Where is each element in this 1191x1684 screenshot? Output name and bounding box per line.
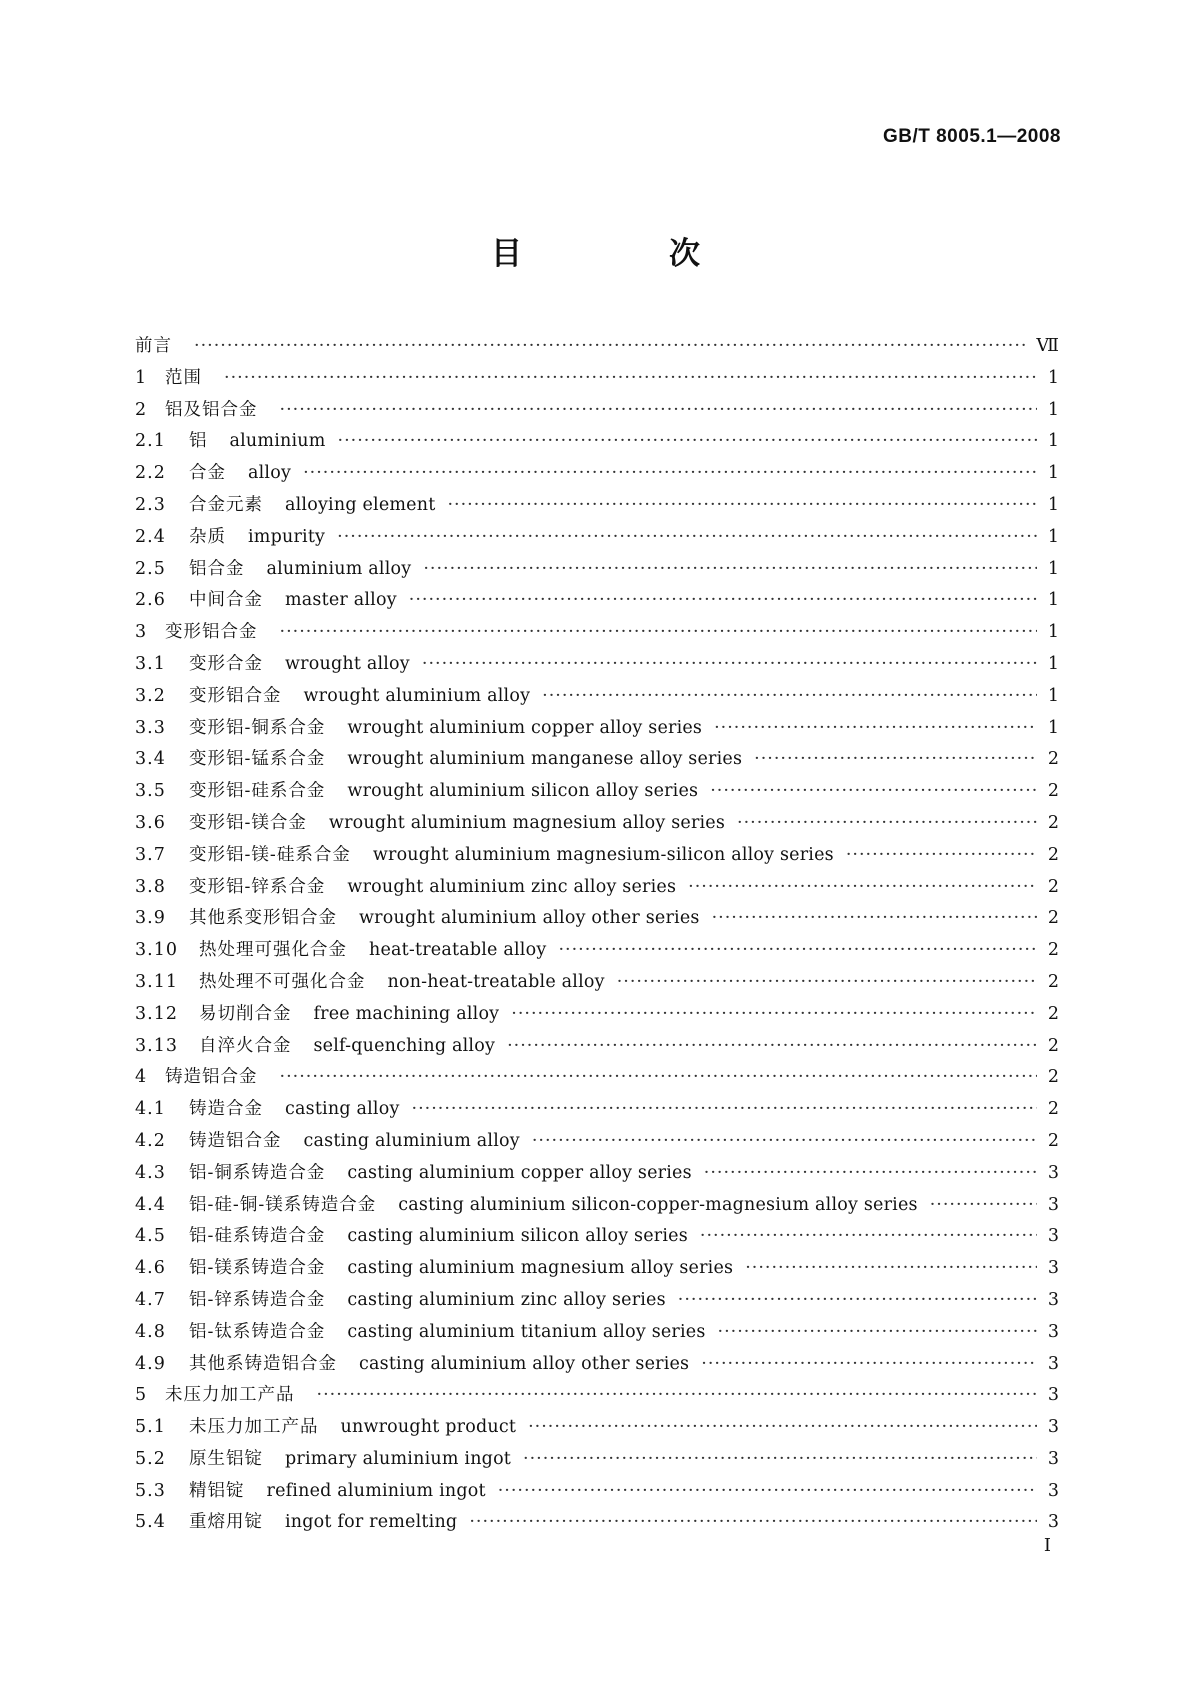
toc-entry[interactable] (135, 458, 1059, 490)
toc-entry-title-en: casting aluminium magnesium alloy series (347, 1258, 734, 1279)
page-title: 目 次 (491, 236, 758, 272)
toc-entry-title-zh: 铝-铜系铸造合金 (189, 1162, 326, 1183)
toc-entry-title-en: casting aluminium zinc alloy series (347, 1289, 666, 1310)
toc-entry[interactable] (135, 903, 1059, 935)
toc-entry-title-en: wrought aluminium manganese alloy series (347, 749, 743, 770)
toc-entry-number: 3.8 (135, 876, 166, 897)
toc-entry-page: 1 (1047, 494, 1059, 515)
toc-entry-page: 3 (1047, 1289, 1059, 1310)
toc-entry-title-en: aluminium alloy (266, 558, 412, 579)
toc-entry-page: 2 (1047, 812, 1059, 833)
toc-entry-title-zh: 杂质 (189, 526, 226, 547)
toc-entry-page: 2 (1047, 1099, 1059, 1120)
toc-dot-leader (317, 1380, 1038, 1412)
toc-entry-title-zh: 重熔用锭 (189, 1512, 263, 1533)
toc-entry-page: 2 (1047, 781, 1059, 802)
toc-entry-title-zh: 其他系铸造铝合金 (189, 1353, 337, 1374)
toc-entry-title-zh: 其他系变形铝合金 (189, 908, 337, 929)
toc-dot-leader (447, 490, 1037, 522)
toc-entry-number: 4.4 (135, 1194, 166, 1215)
toc-entry-number: 5.4 (135, 1512, 166, 1533)
toc-dot-leader (558, 935, 1037, 967)
toc-entry-page: 2 (1047, 1130, 1059, 1151)
toc-dot-leader (704, 1158, 1037, 1190)
toc-entry-number: 3.9 (135, 908, 166, 929)
toc-dot-leader (469, 1507, 1037, 1539)
toc-entry-page: 1 (1047, 558, 1059, 579)
toc-entry-title-zh: 热处理不可强化合金 (199, 971, 366, 992)
toc-entry-number: 3 (135, 622, 148, 643)
toc-dot-leader (718, 1317, 1037, 1349)
toc-entry-number: 4.5 (135, 1226, 166, 1247)
toc-entry[interactable] (135, 1190, 1059, 1222)
toc-dot-leader (754, 744, 1037, 776)
toc-entry-number: 3.6 (135, 812, 166, 833)
toc-entry-page: 2 (1047, 908, 1059, 929)
toc-entry-number: 3.5 (135, 781, 166, 802)
toc-dot-leader (930, 1190, 1037, 1222)
toc-entry-number: 3.3 (135, 717, 166, 738)
toc-entry-number: 4.8 (135, 1321, 166, 1342)
toc-entry-number: 5.3 (135, 1480, 166, 1501)
toc-entry-number: 4.6 (135, 1258, 166, 1279)
toc-entry-page: 1 (1047, 431, 1059, 452)
toc-entry-number: 3.7 (135, 844, 166, 865)
toc-entry[interactable] (135, 872, 1059, 904)
toc-entry[interactable] (135, 713, 1059, 745)
toc-dot-leader (701, 1349, 1037, 1381)
toc-entry-title-en: wrought alloy (285, 653, 410, 674)
toc-entry-page: 2 (1047, 1035, 1059, 1056)
toc-entry[interactable] (135, 1380, 1059, 1412)
toc-entry-number: 2.6 (135, 590, 166, 611)
toc-entry[interactable] (135, 1126, 1059, 1158)
toc-entry[interactable] (135, 744, 1059, 776)
toc-entry-title-zh: 前言 (135, 336, 172, 356)
toc-entry-title-en: casting aluminium silicon alloy series (347, 1226, 688, 1247)
toc-entry[interactable] (135, 617, 1059, 649)
toc-entry-title-zh: 变形铝-硅系合金 (189, 781, 326, 802)
toc-entry-title-en: wrought aluminium magnesium alloy series (328, 812, 726, 833)
toc-entry-number: 2 (135, 399, 148, 420)
toc-entry-title-zh: 变形铝合金 (165, 622, 258, 643)
toc-entry-page: 2 (1047, 844, 1059, 865)
toc-entry[interactable] (135, 1253, 1059, 1285)
toc-entry-title-en: alloy (248, 463, 292, 484)
toc-entry[interactable] (135, 1285, 1059, 1317)
toc-entry-number: 1 (135, 367, 148, 388)
toc-dot-leader (511, 999, 1037, 1031)
toc-entry-title-zh: 热处理可强化合金 (199, 940, 347, 961)
toc-entry-title-en: casting aluminium alloy (303, 1130, 520, 1151)
toc-entry[interactable] (135, 1158, 1059, 1190)
toc-dot-leader (846, 840, 1037, 872)
toc-dot-leader (714, 713, 1037, 745)
toc-dot-leader (745, 1253, 1037, 1285)
toc-entry-number: 3.13 (135, 1035, 178, 1056)
toc-entry-page: 1 (1047, 367, 1059, 388)
toc-entry-page: 3 (1047, 1512, 1059, 1533)
toc-entry-page: 3 (1047, 1162, 1059, 1183)
toc-entry-title-zh: 合金 (189, 463, 226, 484)
toc-dot-leader (422, 649, 1037, 681)
toc-entry-title-zh: 未压力加工产品 (165, 1385, 295, 1406)
toc-entry-number: 5.2 (135, 1448, 166, 1469)
toc-dot-leader (409, 585, 1037, 617)
toc-entry-page: 3 (1047, 1480, 1059, 1501)
toc-entry-title-en: wrought aluminium silicon alloy series (347, 781, 699, 802)
toc-entry-title-zh: 精铝锭 (189, 1480, 245, 1501)
toc-entry-title-zh: 变形铝合金 (189, 685, 282, 706)
toc-entry-title-zh: 铸造铝合金 (189, 1130, 282, 1151)
toc-entry-page: 3 (1047, 1226, 1059, 1247)
toc-entry-title-en: casting aluminium titanium alloy series (347, 1321, 706, 1342)
toc-entry-page: 1 (1047, 653, 1059, 674)
toc-entry-page: 1 (1047, 685, 1059, 706)
toc-entry-number: 3.2 (135, 685, 166, 706)
toc-entry[interactable] (135, 1412, 1059, 1444)
toc-dot-leader (412, 1094, 1037, 1126)
toc-entry-page: 3 (1047, 1194, 1059, 1215)
toc-entry-page: 3 (1047, 1321, 1059, 1342)
toc-entry-page: 2 (1047, 749, 1059, 770)
toc-entry[interactable] (135, 840, 1059, 872)
toc-entry[interactable] (135, 1062, 1059, 1094)
toc-entry-title-en: unwrought product (340, 1417, 517, 1438)
toc-entry-title-zh: 未压力加工产品 (189, 1417, 319, 1438)
toc-entry-title-en: casting aluminium alloy other series (359, 1353, 690, 1374)
toc-entry-title-zh: 变形铝-锌系合金 (189, 876, 326, 897)
toc-dot-leader (712, 903, 1037, 935)
toc-entry[interactable] (135, 331, 1059, 363)
toc-entry-title-en: master alloy (285, 590, 397, 611)
toc-entry-title-en: non-heat-treatable alloy (387, 971, 605, 992)
toc-entry-page: 3 (1047, 1448, 1059, 1469)
toc-entry-page: 2 (1047, 1067, 1059, 1088)
toc-entry-page: 1 (1047, 526, 1059, 547)
toc-entry-number: 2.5 (135, 558, 166, 579)
toc-entry[interactable] (135, 1507, 1059, 1539)
toc-dot-leader (338, 426, 1037, 458)
toc-entry-number: 4.2 (135, 1130, 166, 1151)
toc-entry[interactable] (135, 1031, 1059, 1063)
toc-entry-title-zh: 铝-硅系铸造合金 (189, 1226, 326, 1247)
toc-entry-number: 3.4 (135, 749, 166, 770)
toc-entry-number: 4.9 (135, 1353, 166, 1374)
toc-entry-number: 4.1 (135, 1099, 166, 1120)
toc-entry[interactable] (135, 808, 1059, 840)
toc-entry-page: 1 (1047, 717, 1059, 738)
toc-entry-number: 4 (135, 1067, 148, 1088)
toc-entry-title-en: wrought aluminium copper alloy series (347, 717, 703, 738)
toc-dot-leader (337, 522, 1037, 554)
toc-entry-title-en: free machining alloy (313, 1003, 500, 1024)
toc-entry[interactable] (135, 585, 1059, 617)
toc-entry-number: 3.1 (135, 653, 166, 674)
toc-dot-leader (303, 458, 1037, 490)
toc-entry-page: 2 (1047, 876, 1059, 897)
toc-entry-title-zh: 变形铝-锰系合金 (189, 749, 326, 770)
toc-entry-title-en: alloying element (285, 494, 436, 515)
toc-entry[interactable] (135, 1221, 1059, 1253)
toc-entry-title-zh: 原生铝锭 (189, 1448, 263, 1469)
toc-dot-leader (523, 1444, 1037, 1476)
toc-entry-page: Ⅶ (1036, 336, 1059, 356)
toc-entry-number: 2.4 (135, 526, 166, 547)
toc-entry-title-en: wrought aluminium alloy (303, 685, 531, 706)
toc-entry-title-zh: 铝-镁系铸造合金 (189, 1258, 326, 1279)
toc-entry-page: 1 (1047, 590, 1059, 611)
toc-entry[interactable] (135, 554, 1059, 586)
toc-entry[interactable] (135, 1317, 1059, 1349)
toc-entry-title-en: heat-treatable alloy (369, 940, 547, 961)
toc-dot-leader (737, 808, 1037, 840)
toc-entry-title-zh: 铸造合金 (189, 1099, 263, 1120)
toc-entry-title-zh: 中间合金 (189, 590, 263, 611)
table-of-contents (135, 331, 1059, 1539)
toc-dot-leader (280, 617, 1038, 649)
toc-entry-page: 3 (1047, 1417, 1059, 1438)
toc-entry-page: 2 (1047, 1003, 1059, 1024)
toc-dot-leader (280, 395, 1038, 427)
toc-entry-number: 2.2 (135, 463, 166, 484)
toc-entry-number: 3.10 (135, 940, 178, 961)
toc-entry[interactable] (135, 649, 1059, 681)
toc-entry-title-en: self-quenching alloy (313, 1035, 496, 1056)
toc-entry[interactable] (135, 935, 1059, 967)
toc-entry-title-en: wrought aluminium zinc alloy series (347, 876, 677, 897)
toc-entry[interactable] (135, 395, 1059, 427)
toc-entry-page: 3 (1047, 1385, 1059, 1406)
toc-entry-title-zh: 铝 (189, 431, 208, 452)
toc-entry-title-zh: 铝及铝合金 (165, 399, 258, 420)
toc-entry[interactable] (135, 522, 1059, 554)
toc-entry-number: 2.1 (135, 431, 166, 452)
toc-entry[interactable] (135, 490, 1059, 522)
toc-entry-number: 3.11 (135, 971, 178, 992)
toc-dot-leader (542, 681, 1037, 713)
toc-entry-number: 4.7 (135, 1289, 166, 1310)
toc-dot-leader (700, 1221, 1037, 1253)
toc-entry[interactable] (135, 1094, 1059, 1126)
toc-dot-leader (532, 1126, 1037, 1158)
toc-entry[interactable] (135, 1349, 1059, 1381)
toc-entry-title-zh: 铝-锌系铸造合金 (189, 1289, 326, 1310)
toc-entry[interactable] (135, 426, 1059, 458)
page-folio: I (1043, 1535, 1051, 1556)
toc-entry-title-zh: 变形铝-镁-硅系合金 (189, 844, 351, 865)
toc-entry-title-en: refined aluminium ingot (266, 1480, 486, 1501)
toc-dot-leader (528, 1412, 1037, 1444)
toc-entry-number: 2.3 (135, 494, 166, 515)
toc-entry-page: 1 (1047, 463, 1059, 484)
toc-entry-title-zh: 铝-硅-铜-镁系铸造合金 (189, 1194, 377, 1215)
toc-dot-leader (678, 1285, 1037, 1317)
toc-dot-leader (617, 967, 1037, 999)
toc-entry-title-en: casting aluminium silicon-copper-magnesium alloy series (398, 1194, 918, 1215)
toc-entry-title-en: wrought aluminium magnesium-silicon alloy series (372, 844, 834, 865)
toc-entry-title-en: casting alloy (285, 1099, 400, 1120)
toc-entry-title-zh: 自淬火合金 (199, 1035, 292, 1056)
toc-dot-leader (224, 363, 1037, 395)
toc-dot-leader (194, 331, 1028, 363)
toc-dot-leader (423, 554, 1037, 586)
toc-dot-leader (498, 1476, 1037, 1508)
toc-entry-title-zh: 变形铝-铜系合金 (189, 717, 326, 738)
toc-entry-title-en: wrought aluminium alloy other series (359, 908, 700, 929)
toc-entry-page: 3 (1047, 1353, 1059, 1374)
toc-entry-page: 2 (1047, 940, 1059, 961)
toc-entry-number: 3.12 (135, 1003, 178, 1024)
toc-entry-title-en: primary aluminium ingot (285, 1448, 512, 1469)
toc-entry-number: 5.1 (135, 1417, 166, 1438)
toc-dot-leader (688, 872, 1037, 904)
toc-entry[interactable] (135, 681, 1059, 713)
toc-entry-page: 1 (1047, 622, 1059, 643)
toc-dot-leader (280, 1062, 1038, 1094)
toc-entry[interactable] (135, 776, 1059, 808)
toc-entry-title-en: aluminium (229, 431, 326, 452)
toc-entry-title-en: impurity (248, 526, 326, 547)
toc-entry[interactable] (135, 363, 1059, 395)
toc-entry-title-zh: 易切削合金 (199, 1003, 292, 1024)
toc-entry[interactable] (135, 967, 1059, 999)
toc-entry-title-en: ingot for remelting (285, 1512, 458, 1533)
toc-entry-title-en: casting aluminium copper alloy series (347, 1162, 692, 1183)
toc-dot-leader (507, 1031, 1037, 1063)
toc-entry-title-zh: 变形合金 (189, 653, 263, 674)
toc-entry-title-zh: 铸造铝合金 (165, 1067, 258, 1088)
toc-entry[interactable] (135, 1476, 1059, 1508)
toc-entry-title-zh: 合金元素 (189, 494, 263, 515)
toc-entry-number: 4.3 (135, 1162, 166, 1183)
toc-entry-title-zh: 铝合金 (189, 558, 245, 579)
toc-entry-title-zh: 铝-钛系铸造合金 (189, 1321, 326, 1342)
toc-entry-title-zh: 范围 (165, 367, 202, 388)
standard-code: GB/T 8005.1—2008 (882, 126, 1061, 147)
toc-entry-title-zh: 变形铝-镁合金 (189, 812, 307, 833)
toc-entry-number: 5 (135, 1385, 148, 1406)
toc-entry-page: 2 (1047, 971, 1059, 992)
toc-dot-leader (710, 776, 1037, 808)
toc-entry[interactable] (135, 1444, 1059, 1476)
toc-entry-page: 3 (1047, 1258, 1059, 1279)
toc-entry[interactable] (135, 999, 1059, 1031)
toc-entry-page: 1 (1047, 399, 1059, 420)
